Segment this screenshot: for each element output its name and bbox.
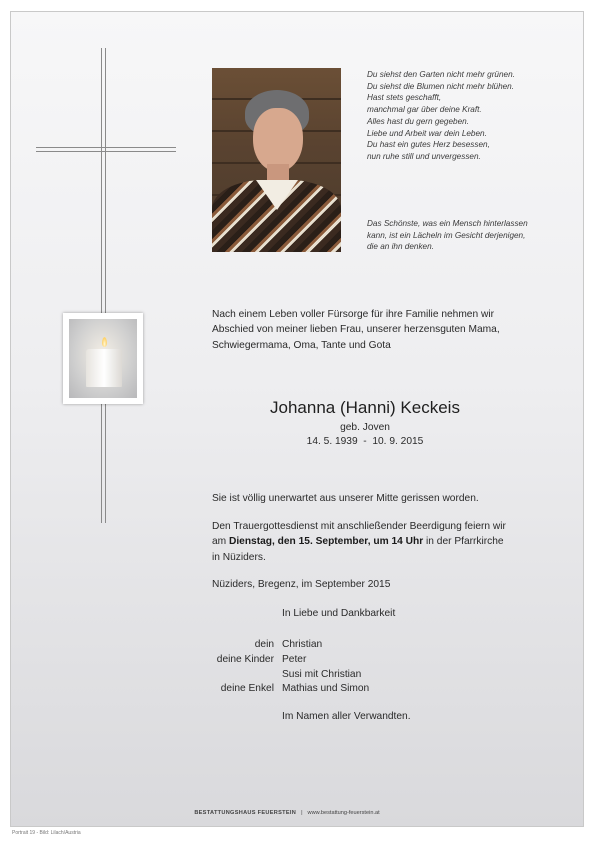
intro-text: Nach einem Leben voller Fürsorge für ihre Familie nehmen wir Abschied von meiner lieben Frau, unserer herzensguten Mama, Schwiegermama, Oma, Tante und Gota [212,309,500,351]
closing-text: Im Namen aller Verwandten. [282,711,411,722]
family-names: Mathias und Simon [282,683,370,694]
family-label: deine Kinder [216,654,274,665]
candle-flame [102,337,107,347]
service-date: Dienstag, den 15. September, um 14 Uhr [228,536,424,548]
deceased-name: Johanna (Hanni) Keckeis [270,398,460,417]
cross-vertical-bar [101,48,106,523]
portrait-photo [212,68,341,252]
family-label: dein [254,639,274,650]
place-date: Nüziders, Bregenz, im September 2015 [212,579,391,590]
life-dates: 14. 5. 1939 - 10. 9. 2015 [306,436,424,447]
family-label: deine Enkel [220,683,274,694]
family-names: Peter [282,654,307,665]
family-names: Christian [282,639,323,650]
candle-photo [69,319,137,398]
funeral-home-url[interactable]: www.bestattung-feuerstein.at [307,810,380,816]
candle-image [63,313,143,404]
in-liebe: In Liebe und Dankbarkeit [282,608,396,619]
poem-bottom: Das Schönste, was ein Mensch hinterlassen kann, ist ein Lächeln im Gesicht derjenigen, die an ihn denken. [367,219,528,252]
image-credit: Portrait 19 - Bild: Lilach/Austria [12,830,81,836]
poem-top: Du siehst den Garten nicht mehr grünen. Du siehst die Blumen nicht mehr blühen. Hast stets geschafft, manchmal gar über deine Kraft. Alles hast du gern gegeben. Liebe und Arbeit war dein Leben. Du hast ein gutes Herz besessen, nun ruhe still und unvergessen. [367,70,515,161]
candle-body [86,349,122,387]
portrait-face [253,108,303,172]
service-text: Den Trauergottesdienst mit anschließender Beerdigung feiern wir am Dienstag, den 15. September, um 14 Uhr in der Pfarrkirche in Nüziders. [212,521,506,563]
unexpected-text: Sie ist völlig unerwartet aus unserer Mitte gerissen worden. [212,493,479,504]
birth-name: geb. Joven [340,422,390,433]
footer: BESTATTUNGSHAUS FEUERSTEIN | www.bestattung-feuerstein.at [194,810,380,816]
family-names: Susi mit Christian [282,669,362,680]
funeral-home-name: BESTATTUNGSHAUS FEUERSTEIN [194,810,297,816]
cross-horizontal-bar [36,147,176,152]
